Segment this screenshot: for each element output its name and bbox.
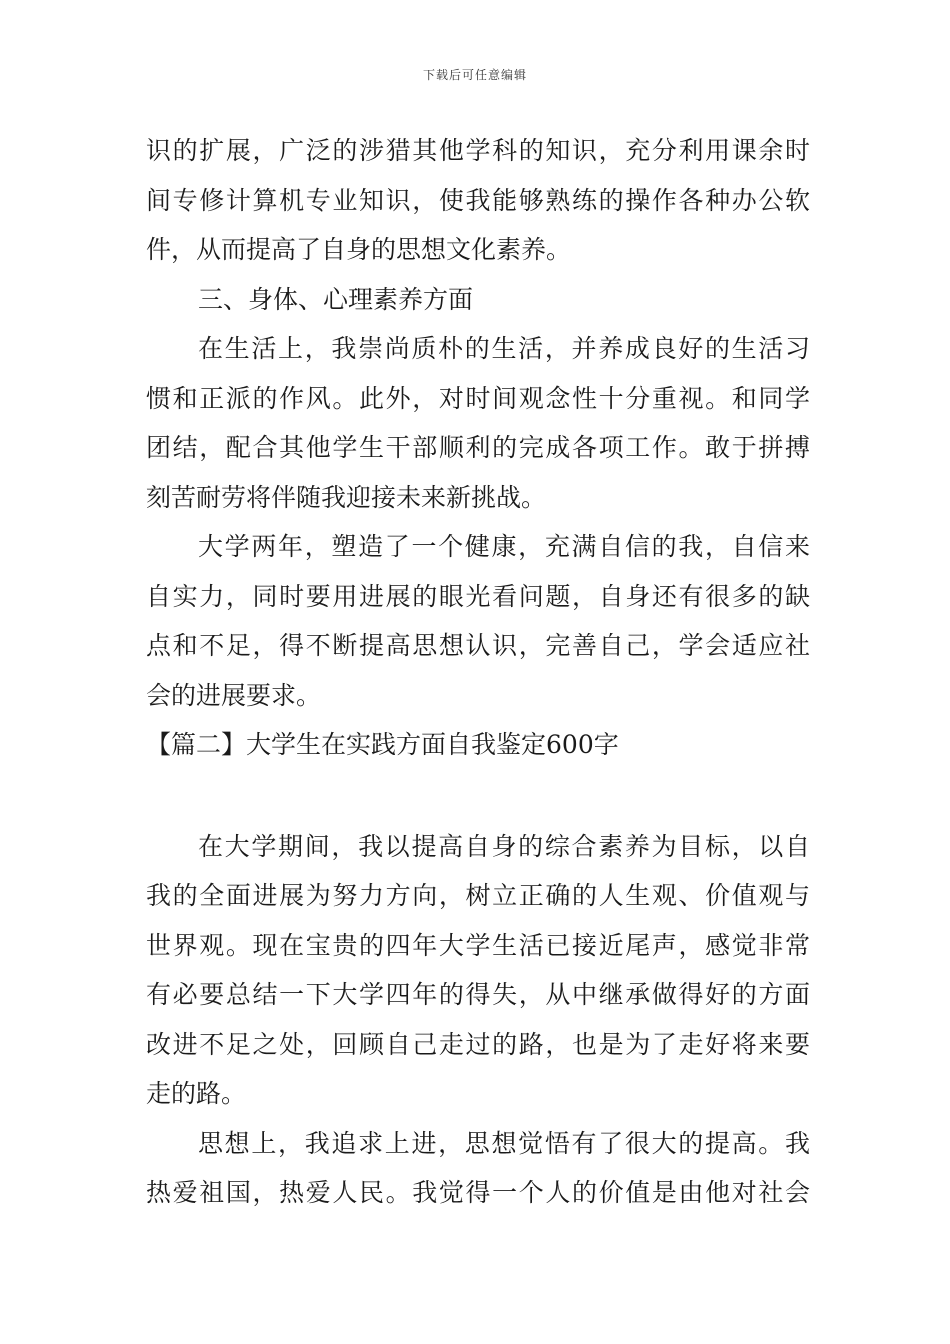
text-line: 思想上，我追求上进，思想觉悟有了很大的提高。我 (198, 1128, 810, 1158)
text-line: 在生活上，我崇尚质朴的生活，并养成良好的生活习 (198, 334, 810, 363)
text-line: 点和不足，得不断提高思想认识，完善自己，学会适应社 (146, 631, 810, 660)
text-line: 间专修计算机专业知识，使我能够熟练的操作各种办公软 (146, 185, 810, 215)
paragraph-life (146, 324, 810, 522)
paragraph-summary (146, 522, 810, 720)
text-line: 热爱祖国，热爱人民。我觉得一个人的价值是由他对社会 (146, 1178, 810, 1207)
paragraph-ideology (146, 1119, 810, 1218)
text-line: 惯和正派的作风。此外，对时间观念性十分重视。和同学 (146, 383, 810, 413)
text-line: 大学两年，塑造了一个健康，充满自信的我，自信来 (198, 532, 810, 561)
document-body (146, 126, 810, 1218)
text-line: 会的进展要求。 (146, 680, 322, 710)
text-line: 团结，配合其他学生干部顺利的完成各项工作。敢于拼搏 (146, 433, 810, 462)
section-heading-physical-mental: 三、身体、心理素养方面 (198, 284, 474, 314)
page-header: 下载后可任意编辑 (422, 68, 527, 82)
text-line: 在大学期间，我以提高自身的综合素养为目标，以自 (198, 831, 810, 861)
text-line: 改进不足之处，回顾自己走过的路，也是为了走好将来要 (146, 1029, 810, 1059)
text-line: 世界观。现在宝贵的四年大学生活已接近尾声，感觉非常 (146, 930, 810, 960)
paragraph-knowledge-continued (146, 126, 810, 275)
paragraph-university-period (146, 822, 810, 1119)
text-line: 识的扩展，广泛的涉猎其他学科的知识，充分利用课余时 (146, 136, 810, 165)
text-line: 刻苦耐劳将伴随我迎接未来新挑战。 (146, 482, 547, 512)
article-title-part-two: 【篇二】大学生在实践方面自我鉴定600字 (146, 730, 619, 759)
text-line: 有必要总结一下大学四年的得失，从中继承做得好的方面 (146, 980, 810, 1009)
blank-space (146, 770, 810, 822)
text-line: 我的全面进展为努力方向，树立正确的人生观、价值观与 (146, 881, 810, 910)
text-line: 走的路。 (146, 1079, 247, 1108)
text-line: 件，从而提高了自身的思想文化素养。 (146, 235, 572, 264)
text-line: 自实力，同时要用进展的眼光看问题，自身还有很多的缺 (146, 581, 810, 611)
